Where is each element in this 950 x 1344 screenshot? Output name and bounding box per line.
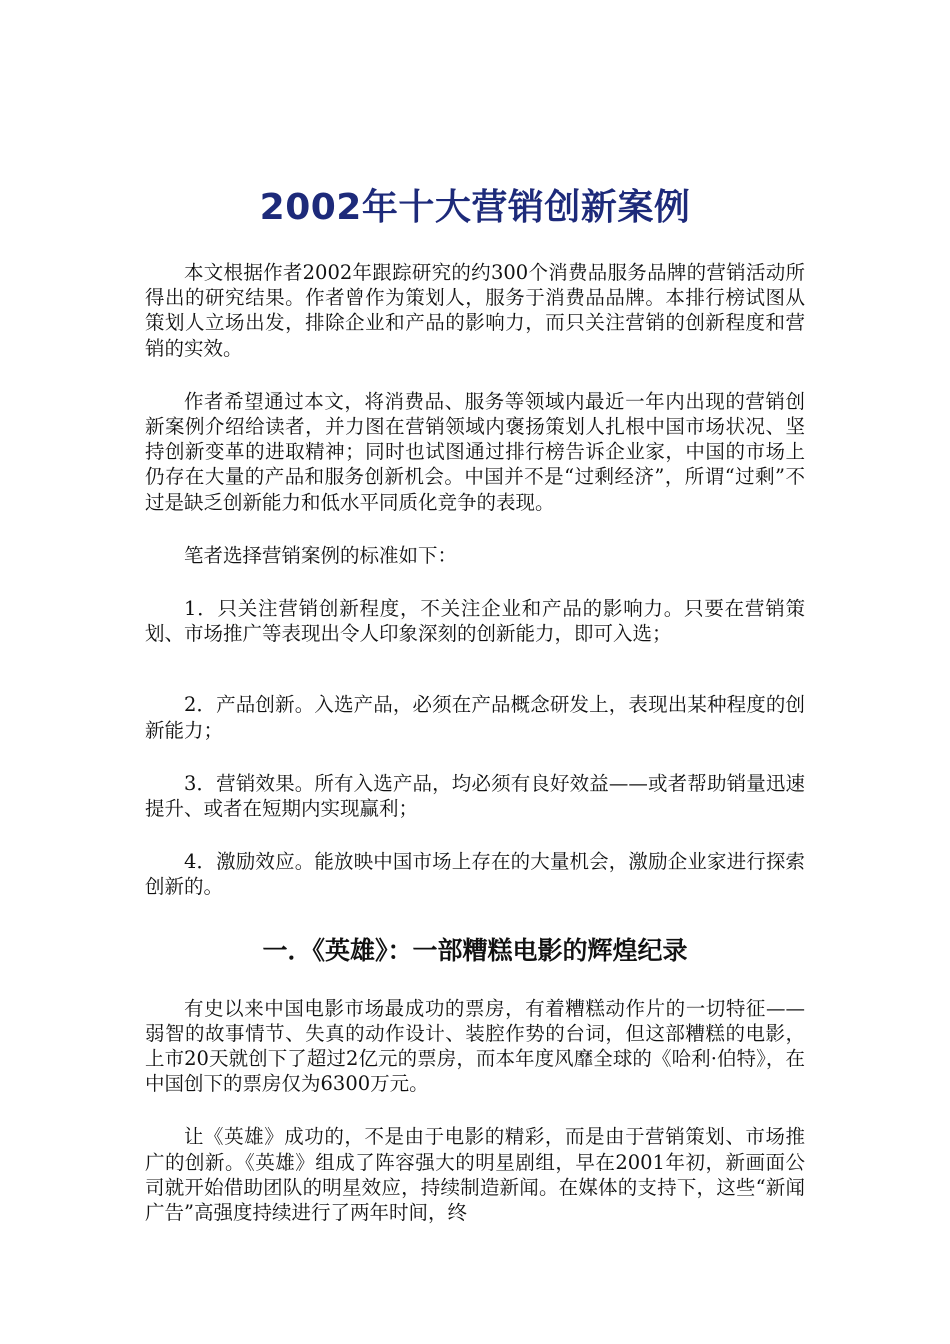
document-page	[145, 178, 805, 1253]
intro-paragraph-2: 作者希望通过本文，将消费品、服务等领域内最近一年内出现的营销创新案例介绍给读者，并力图在营销领域内褒扬策划人扎根中国市场状况、坚持创新变革的进取精神；同时也试图通过排行榜告诉企业家，中国的市场上仍存在大量的产品和服务创新机会。中国并不是“过剩经济”，所谓“过剩”不过是缺乏创新能力和低水平同质化竞争的表现。	[145, 389, 805, 514]
criteria-item-2: 2．产品创新。入选产品，必须在产品概念研发上，表现出某种程度的创新能力；	[145, 693, 805, 742]
document-title: 2002年十大营销创新案例	[259, 187, 691, 228]
section-heading-1: 一．《英雄》：一部糟糕电影的辉煌纪录	[262, 935, 688, 965]
criteria-item-4: 4．激励效应。能放映中国市场上存在的大量机会，激励企业家进行探索创新的。	[145, 850, 805, 899]
criteria-intro: 笔者选择营销案例的标准如下：	[184, 543, 458, 567]
criteria-item-1: 1．只关注营销创新程度，不关注企业和产品的影响力。只要在营销策划、市场推广等表现出令人印象深刻的创新能力，即可入选；	[145, 597, 805, 646]
section1-paragraph-2: 让《英雄》成功的，不是由于电影的精彩，而是由于营销策划、市场推广的创新。《英雄》组成了阵容强大的明星剧组，早在2001年初，新画面公司就开始借助团队的明星效应，持续制造新闻。在媒体的支持下，这些“新闻广告”高强度持续进行了两年时间，终	[145, 1125, 805, 1225]
intro-paragraph-1: 本文根据作者2002年跟踪研究的约300个消费品服务品牌的营销活动所得出的研究结果。作者曾作为策划人，服务于消费品品牌。本排行榜试图从策划人立场出发，排除企业和产品的影响力，而只关注营销的创新程度和营销的实效。	[145, 261, 805, 360]
section1-paragraph-1: 有史以来中国电影市场最成功的票房，有着糟糕动作片的一切特征——弱智的故事情节、失真的动作设计、装腔作势的台词，但这部糟糕的电影，上市20天就创下了超过2亿元的票房，而本年度风靡全球的《哈利·伯特》，在中国创下的票房仅为6300万元。	[145, 996, 805, 1096]
criteria-item-3: 3．营销效果。所有入选产品，均必须有良好效益——或者帮助销量迅速提升、或者在短期内实现赢利；	[145, 771, 805, 821]
